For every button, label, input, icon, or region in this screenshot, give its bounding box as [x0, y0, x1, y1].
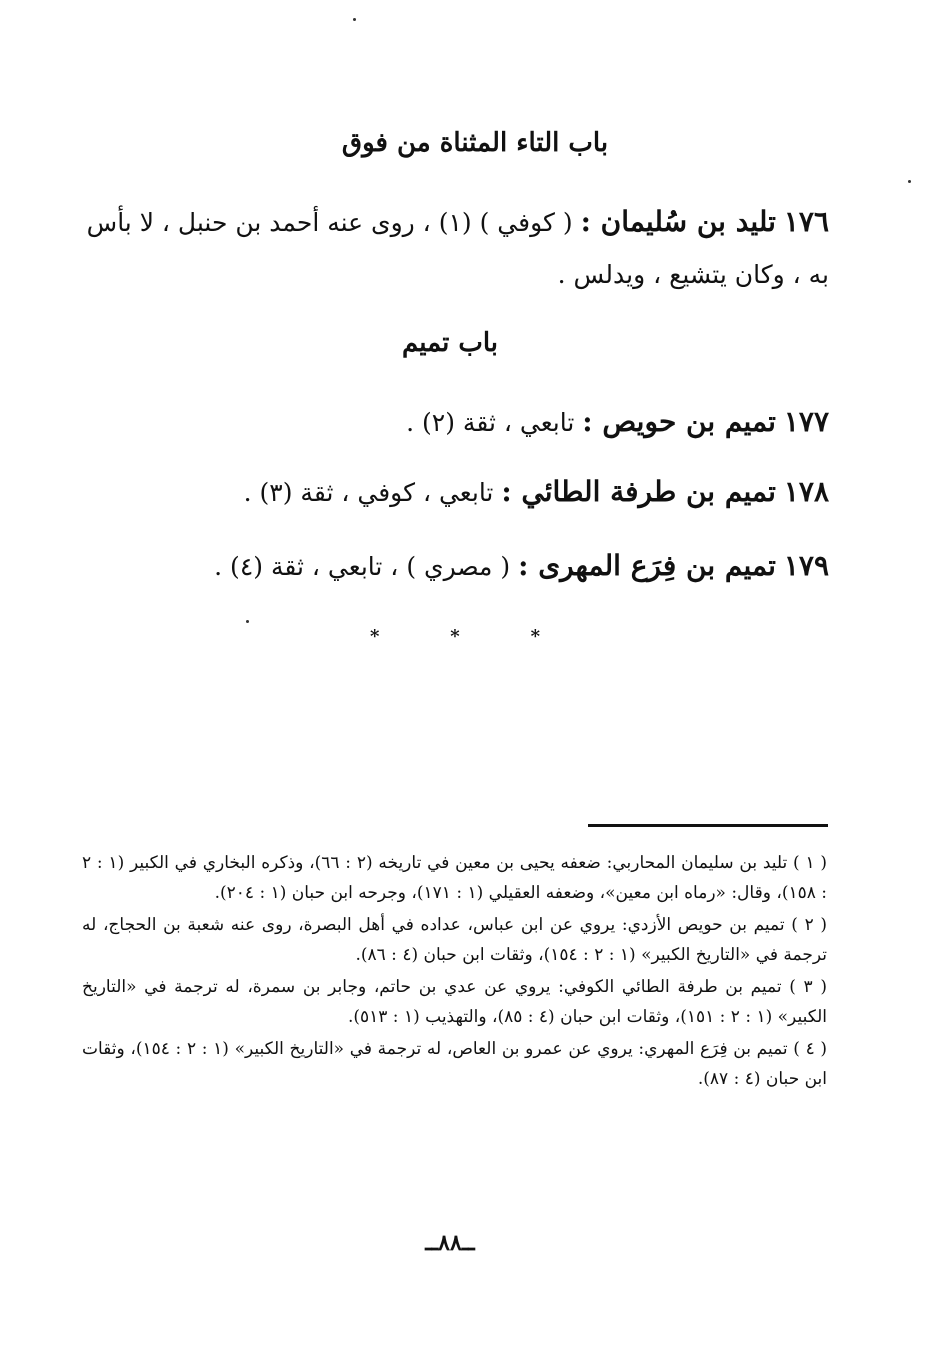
- chapter-heading-tamim: باب تميم: [401, 328, 499, 358]
- entry-name: تميم بن فِرَع المهرى :: [518, 549, 776, 582]
- entry-number: ١٧٨: [783, 475, 829, 508]
- entry-179: [70, 540, 829, 593]
- footnotes: [82, 848, 827, 1096]
- footnote-2: ( ٢ ) تميم بن حويص الأزدي: يروي عن ابن عباس، عداده في أهل البصرة، روى عنه شعبة بن الحجاج، له ترجمة في «التاريخ الكبير» (١ : ٢ : ١٥٤)، وثقات ابن حبان (٤ : ٨٦).: [82, 915, 827, 965]
- entry-number: ١٧٧: [783, 405, 829, 438]
- entry-name: تليد بن سُليمان :: [580, 205, 776, 238]
- footnote-rule: [588, 824, 828, 827]
- scan-speck: [908, 180, 911, 183]
- scan-speck: [246, 620, 249, 623]
- entry-name: تميم بن حويص :: [582, 405, 776, 438]
- section-divider: [370, 626, 540, 647]
- footnote-3: ( ٣ ) تميم بن طرفة الطائي الكوفي: يروي عن عدي بن حاتم، وجابر بن سمرة، له ترجمة في «التاريخ الكبير» (١ : ٢ : ١٥١)، وثقات ابن حبان (٤ : ٨٥)، والتهذيب (١ : ٥١٣).: [82, 977, 827, 1027]
- divider-star: *: [530, 626, 540, 647]
- entry-text: ( مصري ) ، تابعي ، ثقة (٤) .: [214, 552, 511, 581]
- chapter-heading-ta: باب التاء المثناة من فوق: [341, 128, 609, 158]
- footnote-4: ( ٤ ) تميم بن فِرَع المهري: يروي عن عمرو بن العاص، له ترجمة في «التاريخ الكبير» (١ : ٢ : ١٥٤)، وثقات ابن حبان (٤ : ٨٧).: [82, 1039, 828, 1089]
- entry-text: ( كوفي ) (١) ، روى عنه أحمد بن حنبل ، لا بأس به ، وكان يتشيع ، ويدلس .: [86, 208, 829, 289]
- entry-number: ١٧٦: [783, 205, 829, 238]
- entry-name: تميم بن طرفة الطائي :: [501, 475, 776, 508]
- entry-176: [70, 196, 829, 301]
- entry-number: ١٧٩: [783, 549, 829, 582]
- divider-star: *: [370, 626, 380, 647]
- page-number: ــ٨٨ــ: [425, 1230, 475, 1256]
- entry-178: [70, 466, 829, 519]
- footnote-1: ( ١ ) تليد بن سليمان المحاربي: ضعفه يحيى بن معين في تاريخه (٢ : ٦٦)، وذكره البخاري في الكبير (١ : ٢ : ١٥٨)، وقال: «رماه ابن معين»، وضعفه العقيلي (١ : ١٧١)، وجرحه ابن حبان (١ : ٢٠٤).: [82, 853, 827, 903]
- entry-text: تابعي ، ثقة (٢) .: [406, 408, 575, 437]
- entry-text: تابعي ، كوفي ، ثقة (٣) .: [243, 478, 494, 507]
- divider-star: *: [450, 626, 460, 647]
- entry-177: [70, 396, 829, 449]
- scan-speck: [353, 18, 356, 21]
